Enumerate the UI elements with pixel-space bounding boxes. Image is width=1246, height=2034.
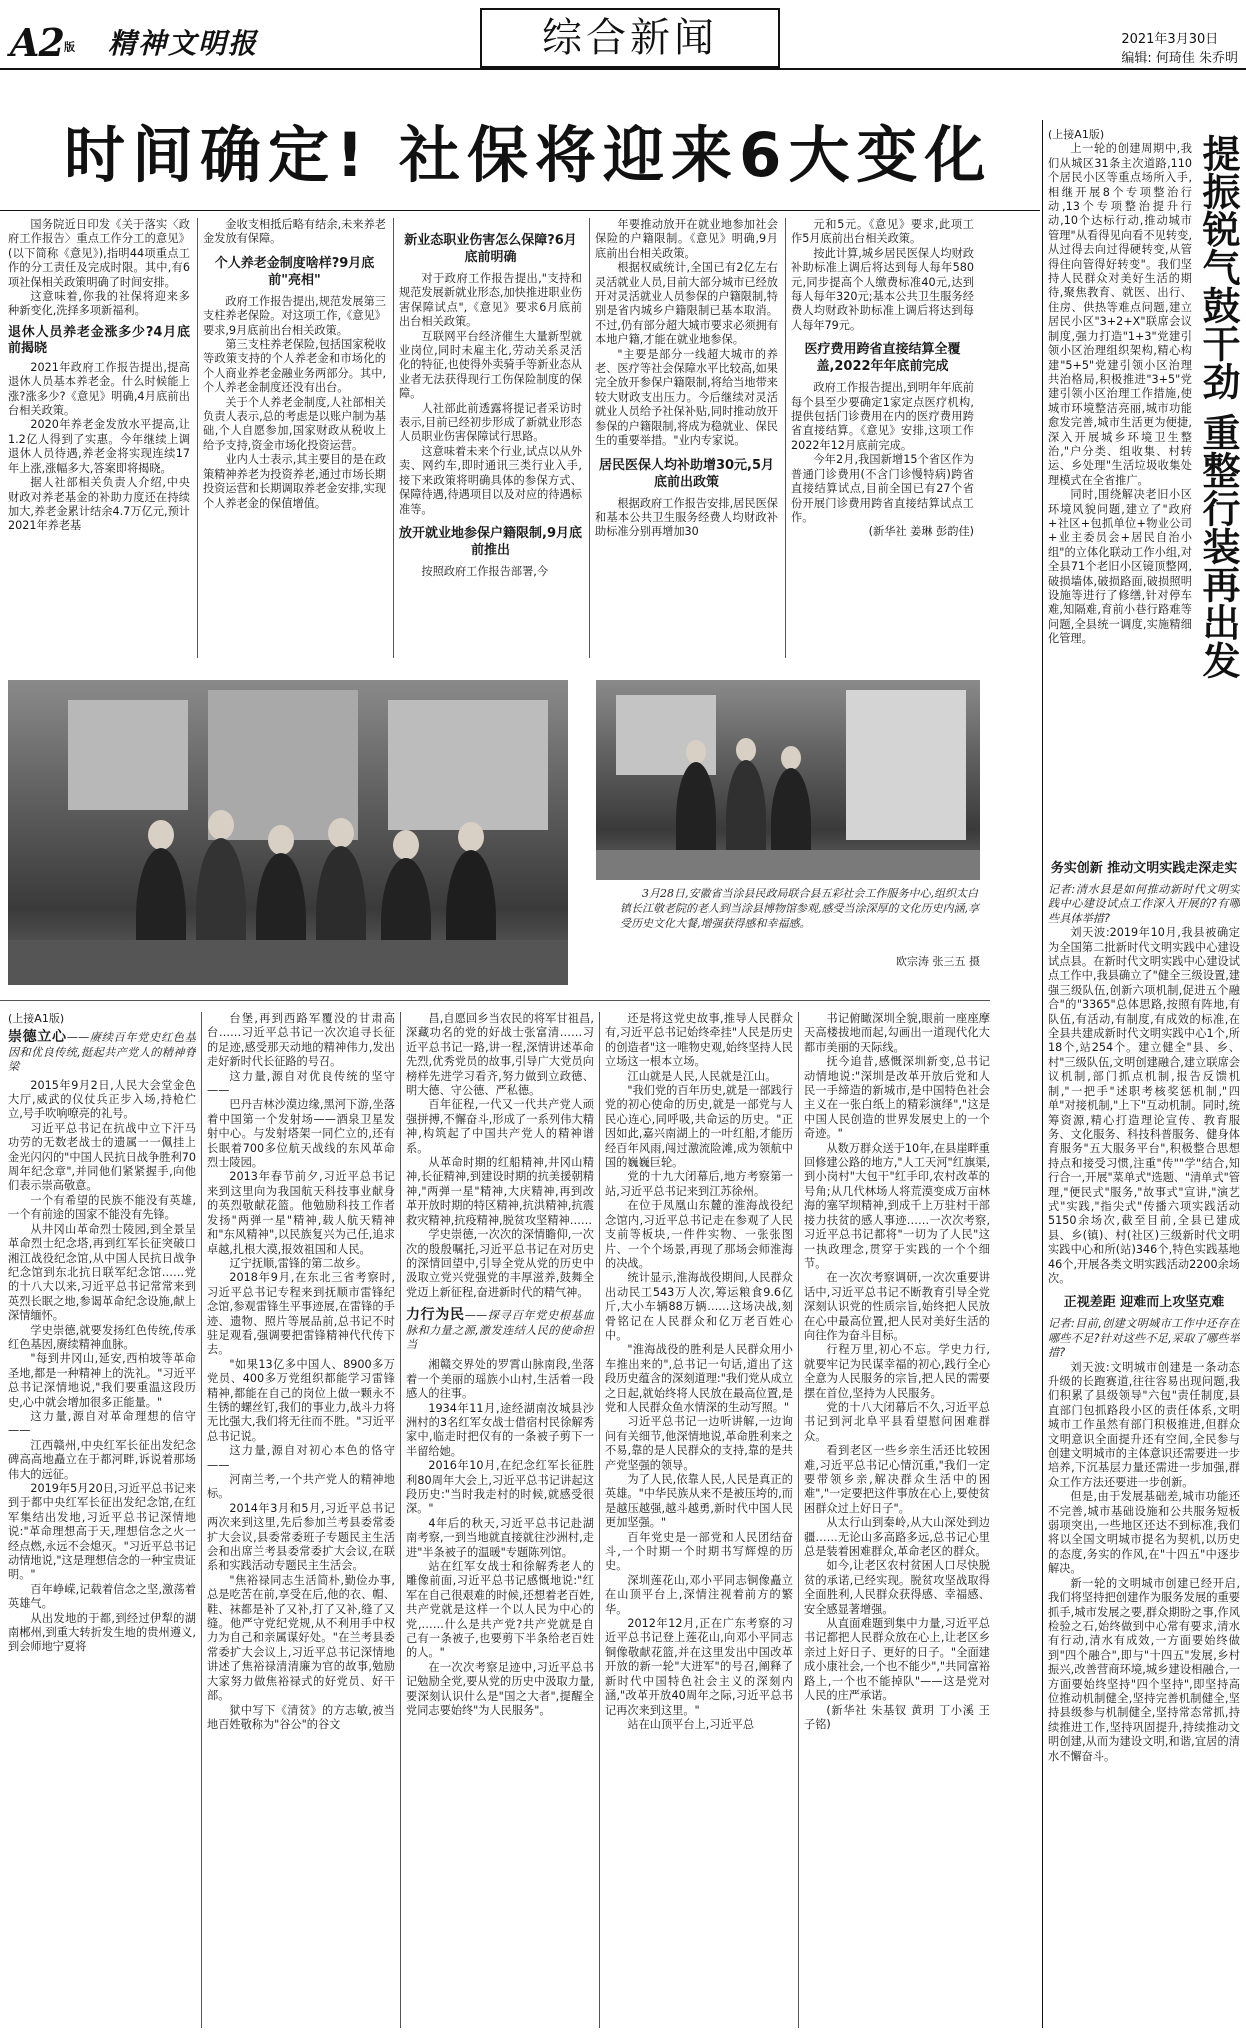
col-divider [589, 218, 590, 658]
section-title: 综合新闻 [480, 8, 780, 68]
col-divider [201, 1012, 202, 2028]
subhead-pension: 退休人员养老金涨多少?4月底前揭晓 [8, 324, 190, 356]
subhead-medical-subsidy: 居民医保人均补助增30元,5月底前出政策 [598, 457, 775, 490]
col-divider [798, 1012, 799, 2028]
main-col-4: 年要推动放开在就业地参加社会保险的户籍限制。《意见》明确,9月底前出台相关政策。 根据权威统计,全国已有2亿左右灵活就业人员,目前大部分城市已经放开对灵活就业人员参保的户籍限制,特别是省内城乡户籍限制已基本取消。不过,仍有部分超大城市要求必须拥有本地户籍,才能在就业地参保。 "主要是部分一线超大城市的养老、医疗等社会保障水平比较高,如果完全放开参保户籍限制,将给当地带来较大财政支出压力。今后继续对灵活就业人员给予社保补贴,同时推动放开参保的户籍限制,将成为稳就业、保民生的重要举措。"业内专家说。 居民医保人均补助增30元,5月底前出政策 根据政府工作报告安排,居民医保和基本公共卫生服务经费人均财政补助标准分别再增加30 [595, 218, 778, 539]
page-number: A2版 [10, 20, 74, 65]
header-rule [0, 68, 1246, 70]
date-block [1121, 30, 1238, 68]
subhead-personal-pension: 个人养老金制度啥样?9月底前"亮相" [214, 255, 375, 288]
photo-credit: 欧宗涛 张三五 摄 [896, 955, 980, 968]
right-vertical-title: 提振锐气鼓干劲 重整行装再出发 [1196, 134, 1241, 680]
right-col-top: (上接A1版) 上一轮的创建周期中,我们从城区31条主次道路,110个居民小区等重点场所入手,相继开展8个专项整治行动,13个专项整治提升行动,10个达标行动,推动城市管理"从看得见向看不见转变,从过得去向过得硬转变,从管得住向管得好转变"。我们坚持人民群众对美好生活的期待,聚焦教育、就医、出行、住房、供热等难点问题,建立居民小区"3+2+X"联席会议制度,强力打造"1+3"党建引领小区治理组织架构,精心构建"5+5"党建引领小区治理共治格局,积极推进"3+5"党建引领小区治理工作措施,使城市环境整洁亮丽,城市功能愈发完善,城市生活更为便捷,深入开展城乡环境卫生整治,"户分类、组收集、村转运、乡处理"生活垃圾收集处理模式在全省推广。 同时,围绕解决老旧小区环境风貌问题,建立了"政府+社区+包抓单位+物业公司+业主委员会+居民自治小组"的立体化联动工作小组,对全县71个老旧小区镜顶整网,破损墙体,破损路面,破损照明设施等进行了修缮,针对停车难,知隔难,育前小巷行路难等问题,全县统一调度,实施精细化管理。 [1048, 128, 1192, 646]
section-rule [0, 1000, 990, 1001]
photo-caption: 3月28日,安徽省当涂县民政局联合县五彩社会工作服务中心,组织太白镇长江敬老院的老人到当涂县博物馆参观,感受当涂深厚的文化历史内涵,享受历史文化大餐,增强获得感和幸福感。 [620, 887, 979, 930]
kicker: 崇德立心 [8, 1029, 67, 1046]
subhead-cross-province: 医疗费用跨省直接结算全覆盖,2022年年底前完成 [804, 342, 961, 375]
main-headline: 时间确定! 社保将迎来6大变化 [64, 120, 993, 191]
main-col-5: 元和5元。《意见》要求,此项工作5月底前出台相关政策。 按此计算,城乡居民医保人均财政补助标准上调后将达到每人每年580元,同步提高个人缴费标准40元,达到每人每年320元;基本公共卫生服务经费人均财政补助标准上调后将达到每人每年79元。 医疗费用跨省直接结算全覆盖,2022年年底前完成 政府工作报告提出,到明年年底前每个县至少要确定1家定点医疗机构,提供包括门诊费用在内的医疗费用跨省直接结算。《意见》安排,这项工作2022年12月底前完成。 今年2月,我国新增15个省区作为普通门诊费用(不含门诊慢特病)跨省直接结算试点,目前全国已有27个省份开展门诊费用跨省直接结算试点工作。 (新华社 姜琳 彭韵佳) [791, 218, 974, 539]
col-divider [785, 218, 786, 658]
col-divider [197, 218, 198, 658]
right-column-rule [1042, 120, 1043, 2028]
news-photo-exhibition-hall [596, 680, 980, 880]
subhead-injury: 新业态职业伤害怎么保障?6月底前明确 [404, 233, 577, 265]
subhead-practice: 力行为民 [406, 1307, 465, 1324]
bottom-col-1: (上接A1版) 崇德立心——赓续百年党史红色基因和优良传统,挺起共产党人的精神脊梁 2015年9月2日,人民大会堂金色大厅,威武的仪仗兵正步入场,持枪伫立,号手吹响嘹亮的礼号。 习近平总书记在抗战中立下汗马功劳的无数老战士的遗属一一佩挂上金光闪闪的"中国人民抗日战争胜利70周年纪念章",并同他们紧紧握手,向他们表示崇高敬意。 一个有希望的民族不能没有英雄,一个有前途的国家不能没有先锋。 从井冈山革命烈士陵园,到全景呈革命烈士纪念塔,再到红军长征突破口湘江战役纪念馆,从中国人民抗日战争纪念馆到东北抗日联军纪念馆……党的十八大以来,习近平总书记常常来到英烈长眠之地,参谒革命纪念设施,献上深情缅怀。 学史崇德,就要发扬红色传统,传承红色基因,赓续精神血脉。 "每到井冈山,延安,西柏坡等革命圣地,都是一种精神上的洗礼。"习近平总书记深情地说,"我们要重温这段历史,心中就会增加很多正能量。" 这力量,源自对革命理想的信守—— 江西赣州,中央红军长征出发纪念碑高高地矗立在于都河畔,诉说着那场伟大的远征。 2019年5月20日,习近平总书记来到于都中央红军长征出发纪念馆,在红军集结出发地,习近平总书记深情地说:"革命理想高于天,理想信念之火一经点燃,永远不会熄灭。"习近平总书记动情地说,"这是理想信念的一种宝贵证明。" 百年峥嵘,记载着信念之坚,激荡着英雄气。 从出发地的于都,到经过伊犁的湖南郴州,到重大转折发生地的贵州遵义,到会师地宁夏将 [8, 1012, 196, 1654]
editors: 编辑: 何琦佳 朱乔明 [1121, 51, 1238, 66]
bottom-col-3: 昌,自愿回乡当农民的将军甘祖昌,深藏功名的党的好战士张富清……习近平总书记一路,讲一程,深情讲述革命先烈,优秀党员的故事,引导广大党员向榜样先进学习看齐,努力做到立政德、明大德、守公德、严私德。 百年征程,一代又一代共产党人顽强拼搏,不懈奋斗,形成了一系列伟大精神,构筑起了中国共产党人的精神谱系。 从革命时期的红船精神,井冈山精神,长征精神,到建设时期的抗美援朝精神,"两弹一星"精神,大庆精神,再到改革开放时期的特区精神,抗洪精神,抗震救灾精神,抗疫精神,脱贫攻坚精神…… 学史崇德,一次次的深情瞻仰,一次次的殷殷嘱托,习近平总书记在对历史的深情回望中,引导全党从党的历史中汲取立党兴党强党的丰厚滋养,鼓舞全党迈上新征程,奋进新时代的精气神。 力行为民——探寻百年党史根基血脉和力量之源,激发连结人民的使命担当 湘赣交界处的罗霄山脉南段,坐落着一个美丽的瑶族小山村,生活着一段感人的往事。 1934年11月,途经湖南汝城县沙洲村的3名红军女战士借宿村民徐解秀家中,临走时把仅有的一条被子剪下一半留给她。 2016年10月,在纪念红军长征胜利80周年大会上,习近平总书记讲起这段历史:"当时我走村的时候,就感受很深。" 4年后的秋天,习近平总书记赴湖南考察,一到当地就直接就往沙洲村,走进"半条被子的温暖"专题陈列馆。 站在红军女战士和徐解秀老人的雕像前面,习近平总书记感慨地说:"红军在自己很艰难的时候,还想着老百姓,共产党就是这样一个以人民为中心的党,……什么是共产党?共产党就是自己有一条被子,也要剪下半条给老百姓的人。" 在一次次考察足迹中,习近平总书记勉励全党,要从党的历史中汲取力量,要深刻认识什么是"国之大者",提醒全党同志要始终"为人民服务"。 [406, 1012, 594, 1718]
main-col-2: 金收支相抵后略有结余,未来养老金发放有保障。 个人养老金制度啥样?9月底前"亮相" 政府工作报告提出,规范发展第三支柱养老保险。对这项工作,《意见》要求,9月底前出台相关政策。 第三支柱养老保险,包括国家税收等政策支持的个人养老金和市场化的个人商业养老金融业务两部分。其中,个人养老金制度还没有出台。 关于个人养老金制度,人社部相关负责人表示,总的考虑是以账户制为基础,个人自愿参加,国家财政从税收上给予支持,资金市场化投资运营。 业内人士表示,其主要目的是在政策精神养老为投资养老,通过市场长期投资运营和长期调取养老金安排,实现个人养老金的保值增值。 [203, 218, 386, 510]
bottom-col-5: 书记俯瞰深圳全貌,眼前一座座摩天高楼拔地而起,勾画出一道现代化大都市美丽的天际线。 抚今追昔,感慨深圳新变,总书记动情地说:"深圳是改革开放后党和人民一手缔造的新城市,是中国特色社会主义在一张白纸上的精彩演绎","这是中国人民创造的世界发展史上的一个奇迹。" 从数万群众送于10年,在县崖畔重回修建公路的地方,"人工天河"红旗渠,到小岗村"大包干"红手印,农村改革的号角;从几代林场人将荒漠变成万亩林海的塞罕坝精神,到成千上万驻村干部接力扶贫的感人事迹……一次次考察,习近平总书记都将"一切为了人民"这一执政理念,贯穿于实践的一个个细节。 在一次次考察调研,一次次重要讲话中,习近平总书记不断教育引导全党深刻认识党的性质宗旨,始终把人民放在心中最高位置,把人民对美好生活的向往作为奋斗目标。 行程万里,初心不忘。学史力行,就要牢记为民谋幸福的初心,践行全心全意为人民服务的宗旨,把人民的需要摆在首位,坚持为人民服务。 党的十八大闭幕后不久,习近平总书记到河北阜平县看望慰问困难群众。 看到老区一些乡亲生活还比较困难,习近平总书记心情沉重,"我们一定要带领乡亲,解决群众生活中的困难","一定要把这件事放在心上,要使贫困群众过上好日子"。 从太行山到秦岭,从大山深处到边疆……无论山多高路多远,总书记心里总是装着困难群众,革命老区的群众。 如今,让老区农村贫困人口尽快脱贫的承诺,已经实现。脱贫攻坚战取得全面胜利,人民群众获得感、幸福感、安全感显著增强。 从直面难题到集中力量,习近平总书记都把人民群众放在心上,让老区乡亲过上好日子、更好的日子。"全面建成小康社会,一个也不能少","共同富裕路上,一个也不能掉队"——这是党对人民的庄严承诺。 (新华社 朱基钗 黄玥 丁小溪 王子铭) [804, 1012, 990, 1731]
main-col-3: 新业态职业伤害怎么保障?6月底前明确 对于政府工作报告提出,"支持和规范发展新就业形态,加快推进职业伤害保障试点",《意见》要求6月底前出台相关政策。 互联网平台经济催生大量新型就业岗位,同时未雇主化,劳动关系灵活化的特征,也使得外卖骑手等新业态从业者无法获得现行工伤保险制度的保障。 人社部此前透露将提记者采访时表示,目前已经初步形成了新就业形态人员职业伤害保障试行思路。 这意味着未来个行业,试点以从外卖、网约车,即时通讯三类行业入手,接下来政策将明确具体的参保方式、保障待遇,待遇项目以及对应的待遇标准等。 放开就业地参保户籍限制,9月底前推出 按照政府工作报告部署,今 [399, 233, 582, 578]
subhead-hukou: 放开就业地参保户籍限制,9月底前推出 [399, 525, 582, 558]
subhead-gap: 正视差距 迎难而上攻坚克难 [1063, 1295, 1225, 1311]
bottom-col-2: 台堡,再到西路军覆没的甘肃高台……习近平总书记一次次追寻长征的足迹,感受那天动地的精神伟力,发出走好新时代长征路的号召。 这力量,源自对优良传统的坚守—— 巴丹吉林沙漠边缘,黑河下游,坐落着中国第一个发射场——酒泉卫星发射中心。与发射塔架一同伫立的,还有长眠着700多位航天战线的东风革命烈士陵园。 2013年春节前夕,习近平总书记来到这里向为我国航天科技事业献身的英烈敬献花篮。他勉励科技工作者发扬"两弹一星"精神,载人航天精神和"东风精神",以民族复兴为己任,追求卓越,扎根大漠,报效祖国和人民。 辽宁抚顺,雷锋的第二故乡。 2018年9月,在东北三省考察时,习近平总书记专程来到抚顺市雷锋纪念馆,参观雷锋生平事迹展,在雷锋的手迹、遗物、照片等展品前,总书记不时驻足观看,强调要把雷锋精神代代传下去。 "如果13亿多中国人、8900多万党员、400多万党组织都能学习雷锋精神,都能在自己的岗位上做一颗永不生锈的螺丝钉,我们的事业力,战斗力将无比强大,我们将无往而不胜。"习近平总书记说。 这力量,源自对初心本色的恪守—— 河南兰考,一个共产党人的精神地标。 2014年3月和5月,习近平总书记两次来到这里,先后参加兰考县委常委扩大会议,县委常委班子专题民主生活会和出席兰考县委常委扩大会议,在联系和实践活动专题民主生活会。 "焦裕禄同志生活简朴,勤俭办事,总是吃苦在前,享受在后,他的衣、帽、鞋、袜都是补了又补,打了又补,缝了又缝。他严守党纪党规,从不利用手中权力为自己和亲属谋好处。"在兰考县委常委扩大会议上,习近平总书记深情地讲述了焦裕禄清清廉为官的故事,勉励大家努力做焦裕禄式的好党员、好干部。 狱中写下《清贫》的方志敏,被当地百姓敬称为"谷公"的谷文 [207, 1012, 395, 1731]
col-divider [393, 218, 394, 658]
main-col-1: 国务院近日印发《关于落实〈政府工作报告〉重点工作分工的意见》(以下简称《意见》),指明44项重点工作的分工责任及完成时限。其中,有6项社保相关政策明确了时间安排。 这意味着,你我的社保将迎来多种新变化,洗择多项新福利。 退休人员养老金涨多少?4月底前揭晓 2021年政府工作报告提出,提高退休人员基本养老金。什么时候能上涨?涨多少?《意见》明确,4月底前出台相关政策。 2020年养老金发放水平提高,让1.2亿人得到了实惠。今年继续上调退休人员待遇,养老金将实现连续17年上涨,涨幅多大,答案即将揭晓。 据人社部相关负责人介绍,中央财政对养老基金的补助力度还在持续加大,养老金累计结余4.7万亿元,预计2021年养老基 [8, 218, 190, 533]
news-photo-museum-visit [8, 680, 568, 985]
col-divider [599, 1012, 600, 2028]
right-col-bottom: 务实创新 推动文明实践走深走实 记者:清水县是如何推动新时代文明实践中心建设试点工作深入开展的?有哪些具体举措? 刘天波:2019年10月,我县被确定为全国第二批新时代文明实践中心建设试点县。在新时代文明实践中心建设试点工作中,我县确立了"健全三级设置,建强三级队伍,创新六项机制,促进五个融合"的"3365"总体思路,按照有阵地,有队伍,有活动,有制度,有成效的标准,在全县共建成新时代文明实践中心1个,所18个,站254个。建立健全"县、乡、村"三级队伍,文明创建融合,建立联席会议机制,部门抓点机制,报告反馈机制,"一把手"述职考核奖惩机制,"四单"对接机制,"上下"互动机制。同时,统筹资源,精心打造理论宣传、教育服务、文化服务、科技科普服务、健身体育服务"五大服务平台",积极整合思想持点和接受习惯,注重"传""学"结合,知行合一,开展"菜单式"选题、"清单式"管理,"便民式"服务,"故事式"宣讲,"演艺式"实践,"指尖式"传播六项实践活动5150余场次,截至目前,全县已建成县、乡(镇)、村(社区)三级新时代文明实践中心和所(站)346个,特色实践基地46个,开展各类文明实践活动2200余场次。 正视差距 迎难而上攻坚克难 记者:目前,创建文明城市工作中还存在哪些不足?针对这些不足,采取了哪些举措? 刘天波:文明城市创建是一条动态升级的长跑赛道,往往容易出现问题,我们积累了县级领导"六包"责任制度,县直部门包抓路段小区的责任体系,文明城市工作虽然有部门积极推进,但群众文明意识全面提升还有空间,全民参与创建文明城市的主体意识还需要进一步培养,下沉基层力量还需进一步加强,群众工作方法还要进一步创新。 但是,由于发展基础差,城市功能还不完善,城市基础设施和公共服务短板弱项突出,一些地区还达不到标准,我们将以全国文明城市提名为契机,以历史的态度,务实的作风,在"十四五"中逐步解决。 新一轮的文明城市创建已经开启,我们将坚持把创建作为服务发展的重要抓手,城市发展之要,群众期盼之事,作风检验之石,始终做到中心常有要求,清水有行动,清水有成效,一方面要始终做到"四个融合",即与"十四五"发展,乡村振兴,改善营商环境,城乡建设相融合,一方面要始终坚持"四个坚持",即坚持高位推动机制健全,坚持完善机制健全,坚持县级参与机制健全,坚持常态常抓,持续推进工作,坚持巩固提升,持续推动文明创建,从而为建设文明,和谐,宜居的清水不懈奋斗。 [1048, 861, 1240, 1763]
newspaper-name: 精神文明报 [108, 27, 259, 60]
col-divider [400, 1012, 401, 2028]
subhead-innovation: 务实创新 推动文明实践走深走实 [1050, 861, 1238, 876]
issue-date: 2021年3月30日 [1121, 32, 1219, 47]
bottom-col-4: 还是将这党史故事,推导人民群众有,习近平总书记始终牵挂"人民是历史的创造者"这一唯物史观,始终坚持人民立场这一根本立场。 江山就是人民,人民就是江山。 "我们党的百年历史,就是一部践行党的初心使命的历史,就是一部党与人民心连心,同呼吸,共命运的历史。"正因如此,嘉兴南湖上的一叶红船,才能历经百年风雨,闯过激流险滩,成为领航中国的巍巍巨轮。 党的十九大闭幕后,地方考察第一站,习近平总书记来到江苏徐州。 在位于凤凰山东麓的淮海战役纪念馆内,习近平总书记走在参观了人民支前等板块,一件件实物、一张张图片、一个个场景,再现了那场会师淮海的决战。 统计显示,淮海战役期间,人民群众出动民工543万人次,筹运粮食9.6亿斤,大小车辆88万辆……这场决战,刻骨铭记在人民群众和亿万老百姓心中。 "淮海战役的胜利是人民群众用小车推出来的",总书记一句话,道出了这段历史蕴含的深刻道理:"我们党从成立之日起,就始终将人民放在最高位置,是党和人民群众鱼水情深的生动写照。" 习近平总书记一边听讲解,一边询问有关细节,他深情地说,革命胜利来之不易,靠的是人民群众的支持,靠的是共产党坚强的领导。 为了人民,依靠人民,人民是真正的英雄。"中华民族从来不是被压垮的,而是越压越强,越斗越勇,新时代中国人民更加坚强。" 百年党史是一部党和人民团结奋斗,一个时期一个时期书写辉煌的历史。 深圳莲花山,邓小平同志铜像矗立在山顶平台上,深情注视着前方的繁华。 2012年12月,正在广东考察的习近平总书记登上莲花山,向邓小平同志铜像敬献花篮,并在这里发出中国改革开放的新一轮"大进军"的号召,阐释了新时代中国特色社会主义的深刻内涵,"改革开放40周年之际,习近平总书记再次来到这里。" 站在山顶平台上,习近平总 [605, 1012, 793, 1731]
headline-rule [0, 210, 1040, 211]
